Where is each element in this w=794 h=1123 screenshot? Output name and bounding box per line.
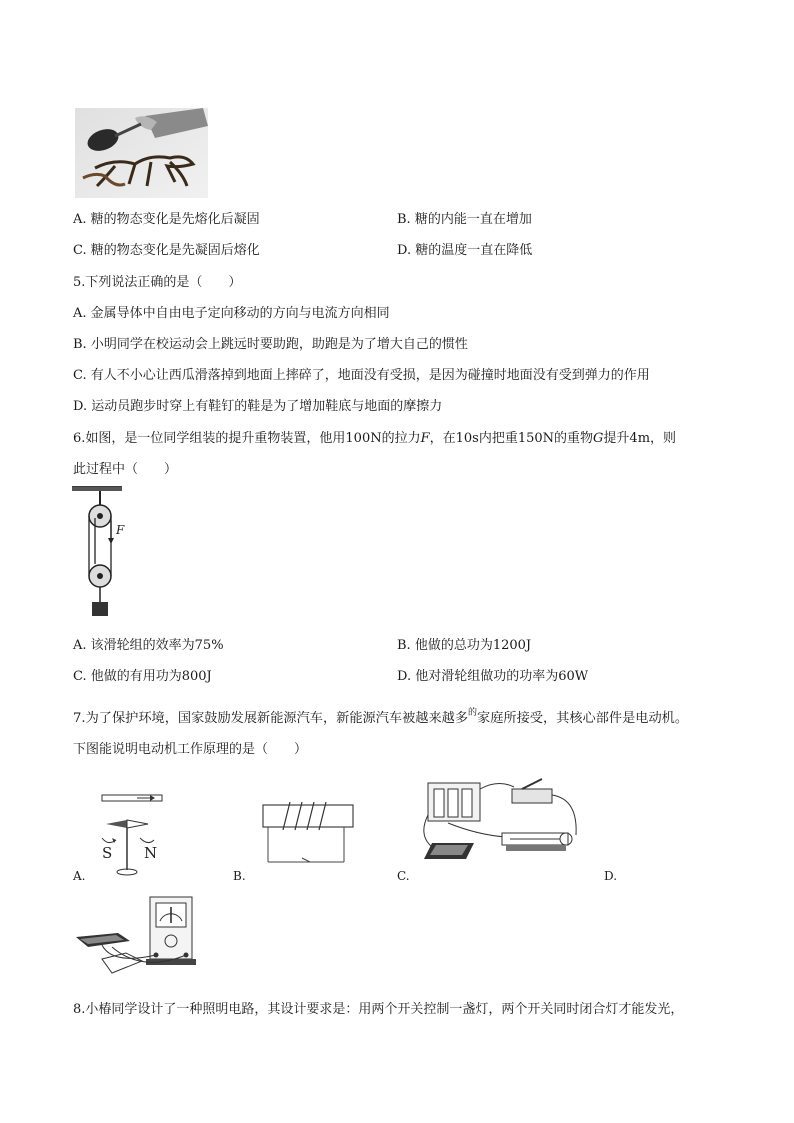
candy-painting-photo: [75, 108, 208, 202]
q6-option-a: A. 该滑轮组的效率为75%: [73, 638, 224, 653]
q7-label-a: A.: [73, 869, 86, 883]
q7-label-c: C.: [397, 869, 410, 883]
q6-option-b: B. 他做的总功为1200J: [397, 638, 532, 653]
q4-option-a: A. 糖的物态变化是先熔化后凝固: [73, 212, 260, 227]
q5-option-c: C. 有人不小心让西瓜滑落掉到地面上摔碎了，地面没有受损，是因为碰撞时地面没有受到弹力的作用: [73, 368, 650, 383]
galvanometer-figure: [72, 893, 212, 987]
q4-option-b: B. 糖的内能一直在增加: [397, 212, 532, 227]
q7-label-b: B.: [233, 869, 246, 883]
motor-rail-figure: [418, 775, 588, 879]
solenoid-circuit-figure: [258, 800, 358, 874]
q4-option-c: C. 糖的物态变化是先凝固后熔化: [73, 243, 260, 258]
q7-stem: 7.为了保护环境，国家鼓励发展新能源汽车，新能源汽车被越来越多$^的$家庭所接受，其核心部件是电动机。: [73, 708, 689, 726]
q6-stem: 6.如图，是一位同学组装的提升重物装置，他用100N的拉力F，在10s内把重150N的重物G提升4m，则: [73, 431, 677, 446]
q8-stem: 8.小椿同学设计了一种照明电路，其设计要求是：用两个开关控制一盏灯，两个开关同时闭合灯才能发光，: [73, 1002, 684, 1017]
oersted-compass-figure: [92, 790, 172, 884]
q5-option-d: D. 运动员跑步时穿上有鞋钉的鞋是为了增加鞋底与地面的摩擦力: [73, 399, 443, 414]
q6-stem-line2: 此过程中（ ）: [73, 462, 178, 477]
force-label-f: F: [116, 523, 125, 537]
q7-stem-line2: 下图能说明电动机工作原理的是（ ）: [73, 742, 308, 757]
pole-n-label: N: [144, 844, 158, 862]
q4-option-d: D. 糖的温度一直在降低: [397, 243, 533, 258]
q7-label-d: D.: [604, 869, 618, 883]
q5-option-a: A. 金属导体中自由电子定向移动的方向与电流方向相同: [73, 306, 390, 321]
q5-stem: 5.下列说法正确的是（ ）: [73, 275, 242, 290]
q6-option-c: C. 他做的有用功为800J: [73, 669, 212, 684]
q6-option-d: D. 他对滑轮组做功的功率为60W: [397, 669, 589, 684]
pulley-system-figure: [70, 486, 140, 625]
pole-s-label: S: [102, 844, 113, 862]
q5-option-b: B. 小明同学在校运动会上跳远时要助跑，助跑是为了增大自己的惯性: [73, 337, 468, 352]
